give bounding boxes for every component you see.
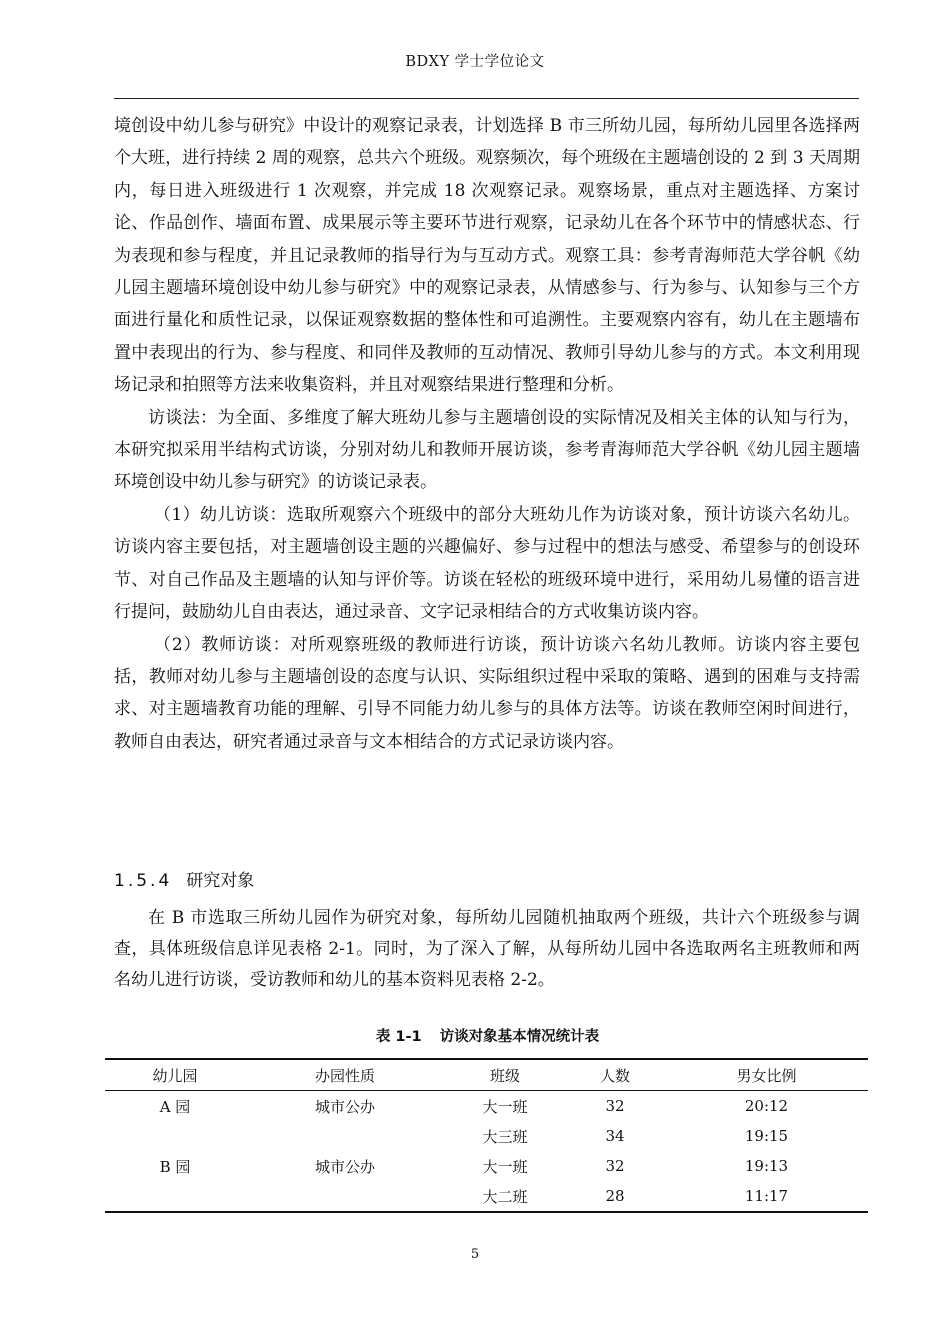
cell-gender-ratio: 20:12 (744, 1097, 789, 1115)
paragraph-research-subjects: 在 B 市选取三所幼儿园作为研究对象，每所幼儿园随机抽取两个班级，共计六个班级参与调查，具体班级信息详见表格 2-1。同时，为了深入了解，从每所幼儿园中各选取两名主班教师和两名幼儿进行访谈，受访教师和幼儿的基本资料见表格 2-2。 (114, 908, 860, 990)
cell-kindergarten: A 园 (159, 1097, 191, 1116)
cell-class: 大一班 (482, 1097, 528, 1116)
page-number: 5 (470, 1247, 480, 1262)
table-caption-number: 表 1-1 (375, 1029, 422, 1045)
table-caption-title: 访谈对象基本情况统计表 (439, 1029, 600, 1045)
table-row (105, 1091, 868, 1122)
table-row (105, 1121, 868, 1151)
cell-count: 28 (565, 1181, 665, 1212)
cell-gender-ratio: 11:17 (665, 1181, 868, 1212)
paragraph-teacher-interview: （2）教师访谈：对所观察班级的教师进行访谈，预计访谈六名幼儿教师。访谈内容主要包括，教师对幼儿参与主题墙创设的态度与认识、实际组织过程中采取的策略、遇到的困难与支持需求、对主题墙教育功能的理解、引导不同能力幼儿参与的具体方法等。访谈在教师空闲时间进行，教师自由表达，研究者通过录音与文本相结合的方式记录访谈内容。 (114, 634, 860, 752)
table-caption (0, 1025, 950, 1046)
running-header: BDXY 学士学位论文 (405, 54, 545, 70)
column-header-kindergarten: 幼儿园 (105, 1059, 245, 1091)
paragraph-interview-method: 访谈法：为全面、多维度了解大班幼儿参与主题墙创设的实际情况及相关主体的认知与行为，本研究拟采用半结构式访谈，分别对幼儿和教师开展访谈，参考青海师范大学谷帆《幼儿园主题墙环境创设中幼儿参与研究》的访谈记录表。 (114, 407, 860, 493)
table-header-row (105, 1059, 868, 1091)
section-title: 研究对象 (186, 871, 255, 891)
cell-kindergarten: B 园 (159, 1157, 191, 1176)
paragraph-observation-method: 境创设中幼儿参与研究》中设计的观察记录表，计划选择 B 市三所幼儿园，每所幼儿园里各选择两个大班，进行持续 2 周的观察，总共六个班级。观察频次，每个班级在主题墙创设的 2 到 3 天周期内，每日进入班级进行 1 次观察，并完成 18 次观察记录。观察场景，重点对主题选择、方案讨论、作品创作、墙面布置、成果展示等主要环节进行观察，记录幼儿在各个环节中的情感状态、行为表现和参与程度，并且记录教师的指导行为与互动方式。观察工具：参考青海师范大学谷帆《幼儿园主题墙环境创设中幼儿参与研究》中的观察记录表，从情感参与、行为参与、认知参与三个方面进行量化和质性记录，以保证观察数据的整体性和可追溯性。主要观察内容有，幼儿在主题墙布置中表现出的行为、参与程度、和同伴及教师的互动情况、教师引导幼儿参与的方式。本文利用现场记录和拍照等方法来收集资料，并且对观察结果进行整理和分析。 (114, 116, 860, 396)
cell-gender-ratio: 19:13 (744, 1157, 789, 1175)
cell-class: 大三班 (482, 1127, 528, 1146)
cell-gender-ratio: 19:15 (744, 1127, 789, 1145)
header-divider (114, 98, 859, 99)
interview-subjects-table (105, 1058, 868, 1213)
section-heading (114, 866, 254, 891)
cell-kindergarten (105, 1181, 245, 1212)
column-header-class: 班级 (445, 1059, 565, 1091)
cell-type: 城市公办 (314, 1097, 375, 1116)
cell-type (245, 1121, 445, 1151)
cell-count: 32 (605, 1157, 625, 1175)
body-text (114, 110, 860, 758)
cell-type: 城市公办 (314, 1157, 375, 1176)
cell-count: 34 (605, 1127, 625, 1145)
cell-class: 大二班 (445, 1181, 565, 1212)
section-body (114, 903, 860, 995)
cell-kindergarten (105, 1121, 245, 1151)
column-header-type: 办园性质 (245, 1059, 445, 1091)
paragraph-child-interview: （1）幼儿访谈：选取所观察六个班级中的部分大班幼儿作为访谈对象，预计访谈六名幼儿。访谈内容主要包括，对主题墙创设主题的兴趣偏好、参与过程中的想法与感受、希望参与的创设环节、对自己作品及主题墙的认知与评价等。访谈在轻松的班级环境中进行，采用幼儿易懂的语言进行提问，鼓励幼儿自由表达，通过录音、文字记录相结合的方式收集访谈内容。 (114, 504, 860, 623)
column-header-count: 人数 (565, 1059, 665, 1091)
table-row (105, 1151, 868, 1181)
cell-type (245, 1181, 445, 1212)
section-number: 1.5.4 (114, 871, 173, 891)
table-row (105, 1181, 868, 1212)
cell-count: 32 (605, 1097, 625, 1115)
cell-class: 大一班 (482, 1157, 528, 1176)
column-header-gender-ratio: 男女比例 (665, 1059, 868, 1091)
